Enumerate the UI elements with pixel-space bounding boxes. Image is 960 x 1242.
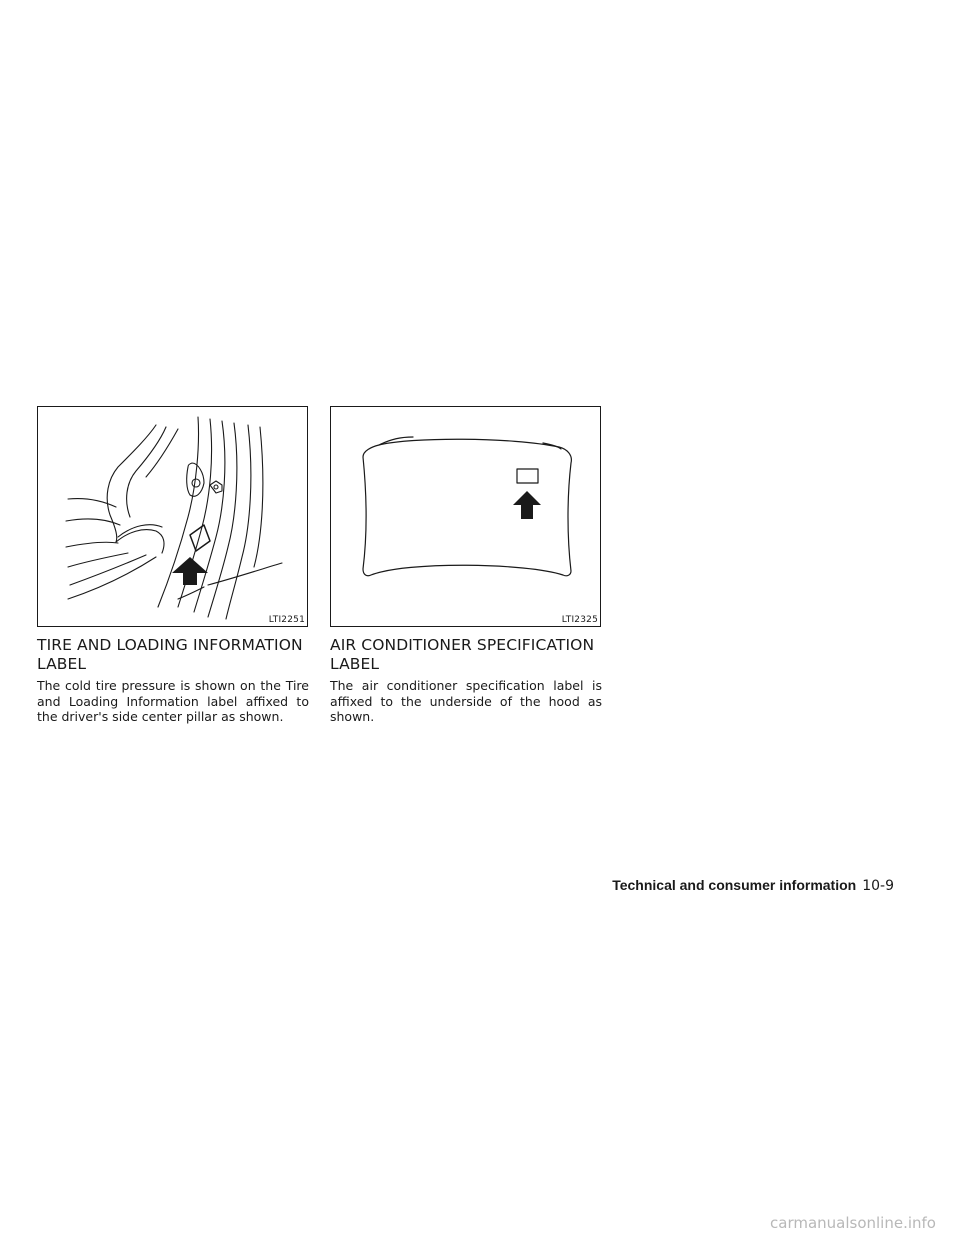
arrow-icon — [513, 491, 541, 519]
page-number: 10-9 — [862, 878, 894, 894]
ac-label-location-figure — [330, 406, 601, 627]
figure-code: LTI2251 — [268, 615, 305, 625]
figure-code: LTI2325 — [561, 615, 598, 625]
watermark: carmanualsonline.info — [770, 1214, 936, 1232]
door-pillar-illustration — [38, 407, 307, 626]
tire-label-section-title: TIRE AND LOADING INFORMATION LABEL — [37, 636, 303, 673]
tire-label-location-figure — [37, 406, 308, 627]
tire-label-section-body: The cold tire pressure is shown on the Tire and Loading Information label affixed to the driver's side center pillar as shown. — [37, 678, 309, 724]
hood-underside-illustration — [331, 407, 600, 626]
arrow-icon — [172, 557, 208, 585]
page-footer — [612, 877, 894, 897]
ac-label-section-title: AIR CONDITIONER SPECIFICATION LABEL — [330, 636, 595, 673]
ac-label-section-body: The air conditioner specification label is affixed to the underside of the hood as shown. — [330, 678, 602, 724]
footer-section-title: Technical and consumer information — [612, 877, 857, 893]
